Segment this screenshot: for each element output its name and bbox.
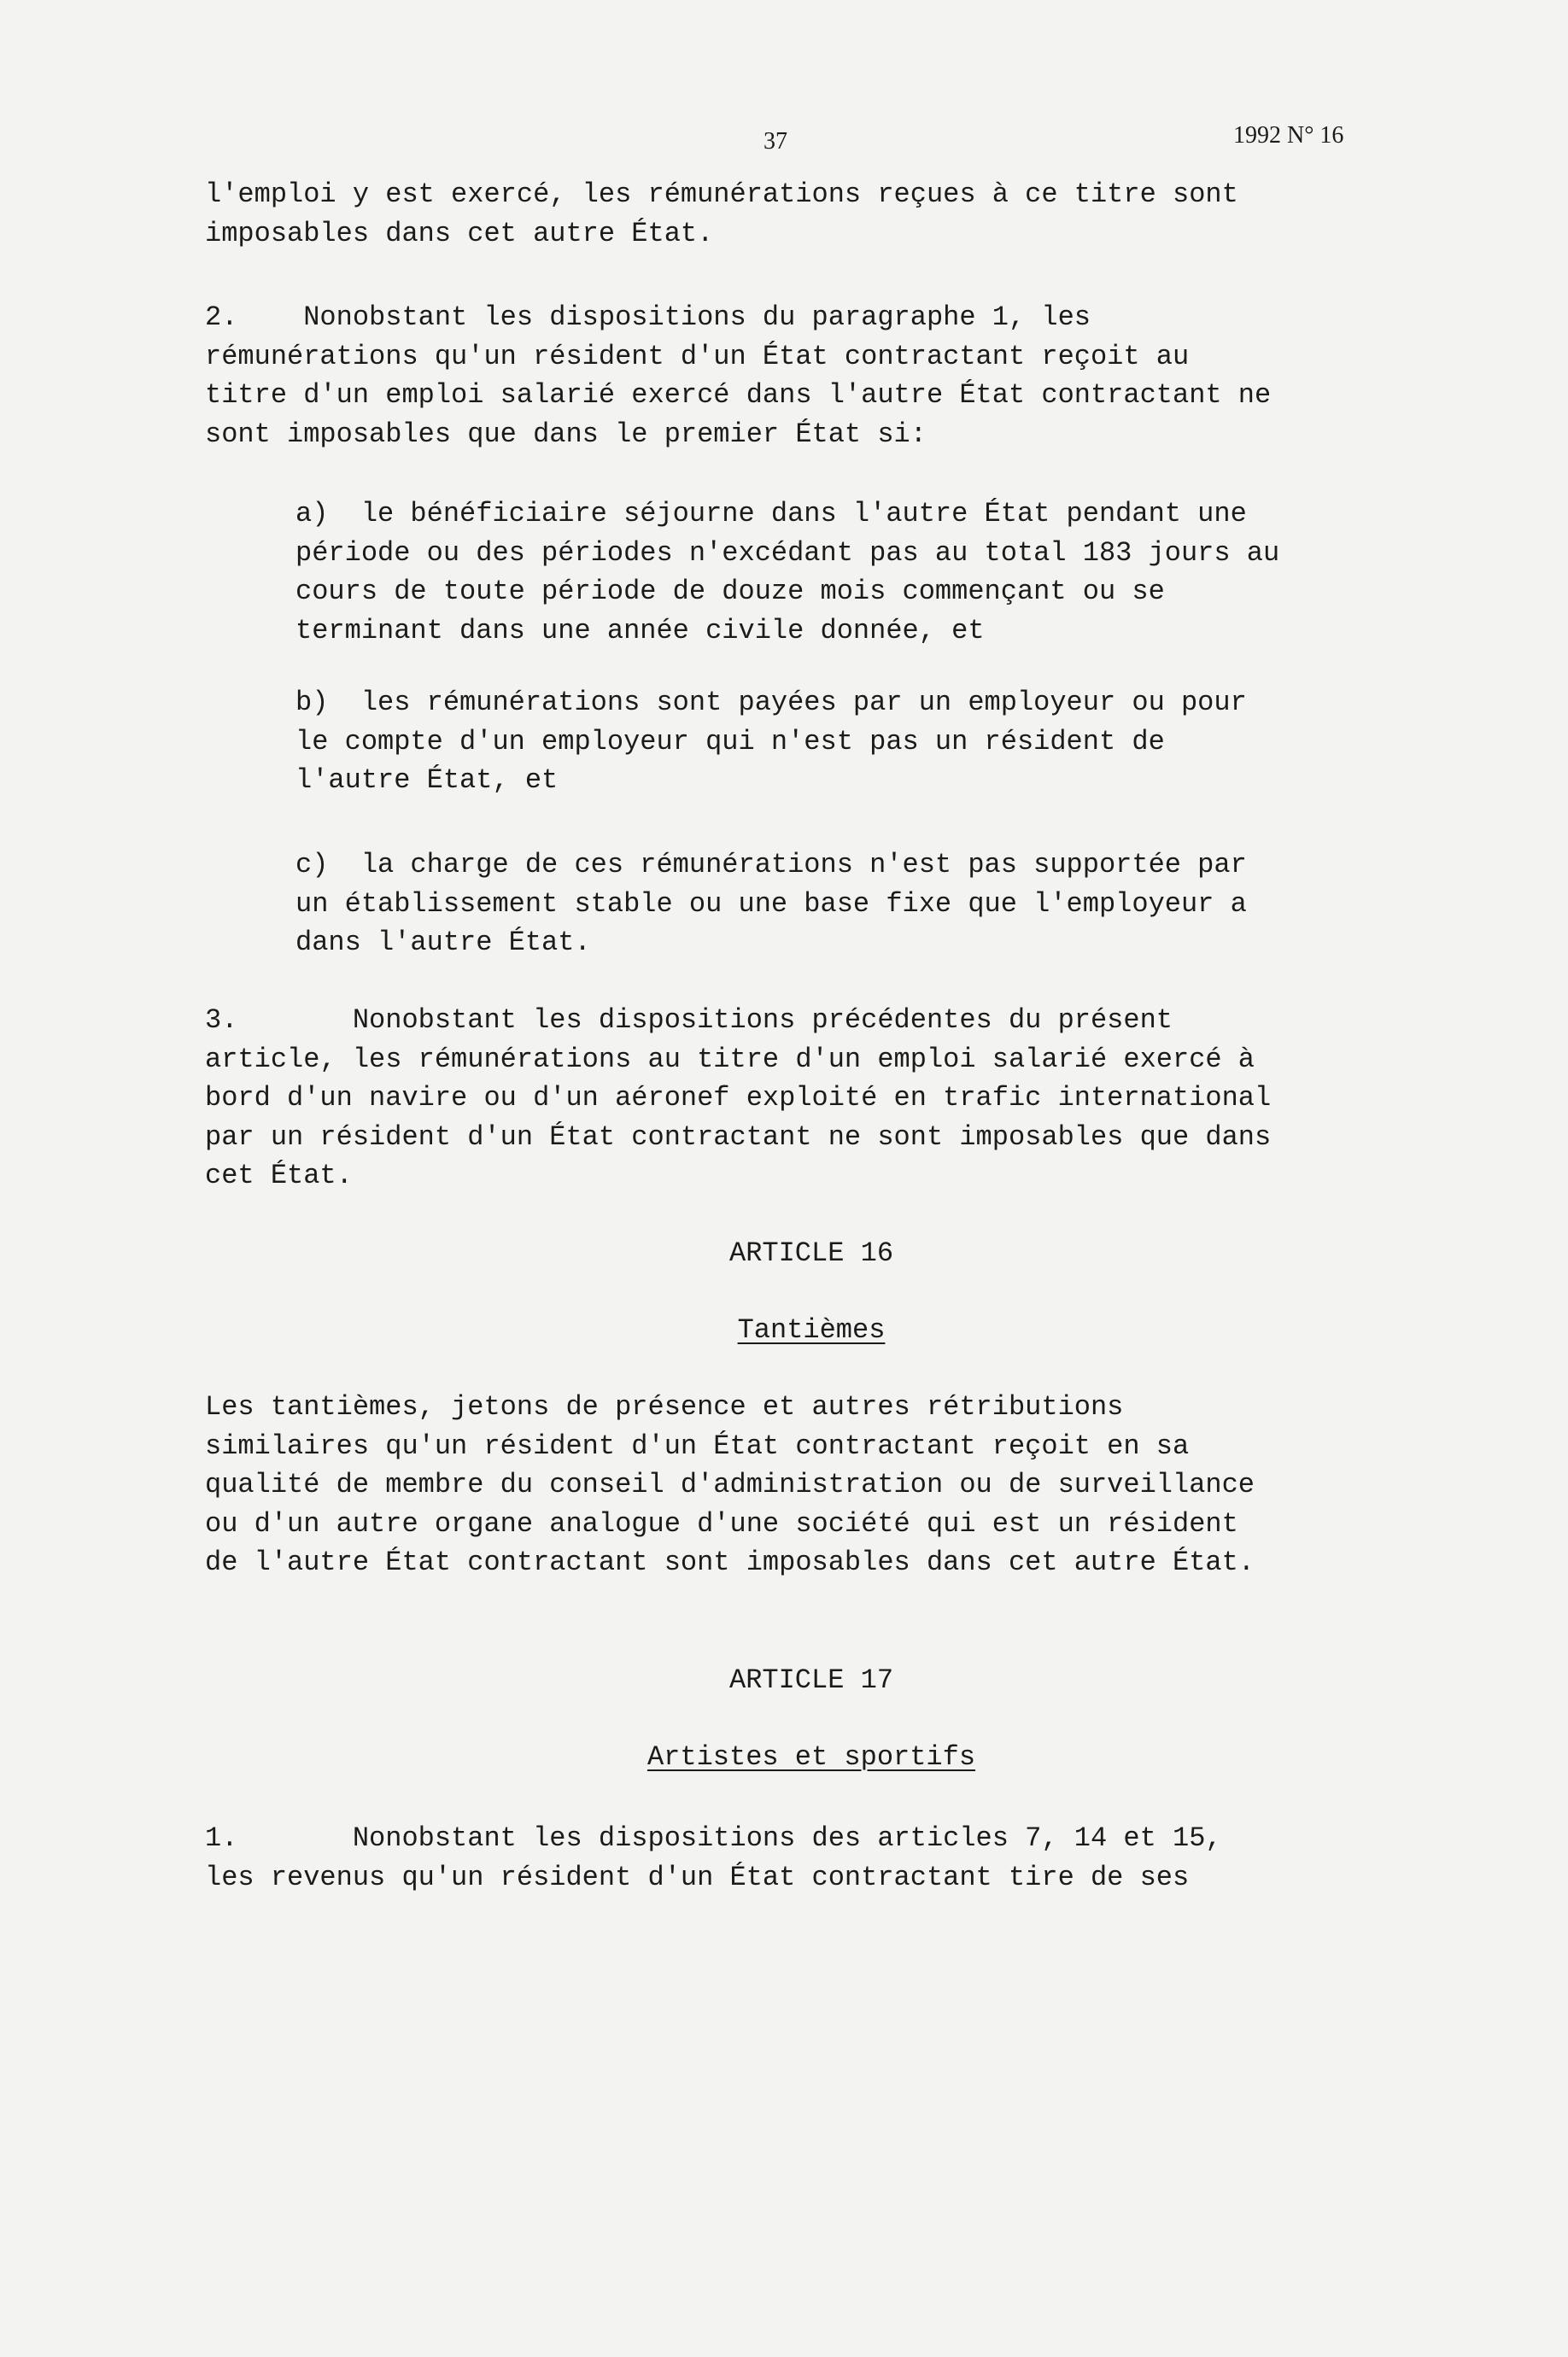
- article-16-title-wrap: [205, 1311, 1418, 1350]
- article-16-heading: ARTICLE 16: [728, 1237, 894, 1269]
- article-17-heading: ARTICLE 17: [728, 1664, 894, 1696]
- article-16-text: Les tantièmes, jetons de présence et autres rétributions similaires qu'un résident d'un État contractant reçoit en sa qualité de membre du conseil d'administration ou de surveillance ou d'un autre organe analogue d'une société qui est un résident de l'autre État contractant sont imposables dans cet autre État.: [205, 1391, 1255, 1578]
- page-number: 37: [764, 128, 787, 155]
- article-17-paragraph-1: 1. Nonobstant les dispositions des articles 7, 14 et 15, les revenus qu'un résident d'un État contractant tire de ses: [205, 1822, 1222, 1893]
- paragraph-2: 2. Nonobstant les dispositions du paragraphe 1, les rémunérations qu'un résident d'un État contractant reçoit au titre d'un emploi salarié exercé dans l'autre État contractant ne sont imposables que dans le premier État si:: [205, 301, 1272, 450]
- list-item-c: c) la charge de ces rémunérations n'est pas supportée par un établissement stable ou une base fixe que l'employeur a dans l'autre État.: [295, 849, 1247, 958]
- list-item-b: b) les rémunérations sont payées par un employeur ou pour le compte d'un employeur qui n'est pas un résident de l'autre État, et: [295, 687, 1247, 796]
- paragraph-3: 3. Nonobstant les dispositions précédentes du présent article, les rémunérations au titre d'un emploi salarié exercé à bord d'un navire ou d'un aéronef exploité en trafic international par un résident d'un État contractant ne sont imposables que dans cet État.: [205, 1004, 1272, 1191]
- article-16-title: Tantièmes: [737, 1314, 886, 1346]
- paragraph-continuation: l'emploi y est exercé, les rémunérations reçues à ce titre sont imposables dans cet autre État.: [205, 178, 1238, 249]
- article-17-title: Artistes et sportifs: [647, 1741, 976, 1773]
- document-reference: 1992 N° 16: [1233, 122, 1344, 149]
- list-item-a: a) le bénéficiaire séjourne dans l'autre État pendant une période ou des périodes n'excédant pas au total 183 jours au cours de toute période de douze mois commençant ou se terminant dans une année civile donnée, et: [295, 498, 1280, 646]
- article-17-title-wrap: [205, 1738, 1418, 1777]
